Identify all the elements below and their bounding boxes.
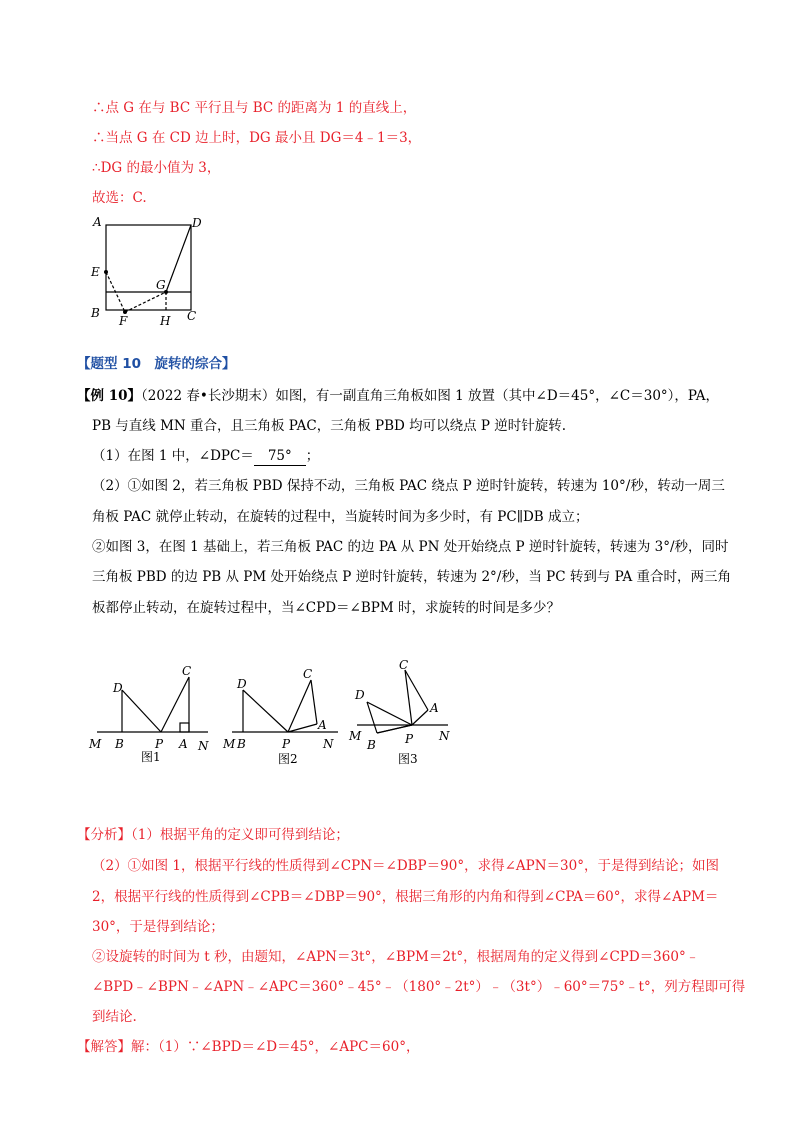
label-G: G	[156, 278, 166, 292]
question-2-line-1: （2）①如图 2，若三角板 PBD 保持不动，三角板 PAC 绕点 P 逆时针旋转，转速为 10°/秒，转动一周三	[92, 478, 725, 494]
label-E: E	[91, 265, 100, 279]
analysis-line-3: 2，根据平行线的性质得到∠CPB＝∠DBP＝90°，根据三角形的内角和得到∠CPA＝60°，求得∠APM＝	[92, 889, 719, 905]
question-1	[92, 447, 319, 466]
fig1-label-P: P	[155, 737, 164, 751]
solution-line-2: ∴当点 G 在 CD 边上时，DG 最小且 DG＝4﹣1＝3，	[92, 130, 422, 146]
fig3-label-D: D	[355, 688, 365, 702]
fig2-label-C: C	[303, 667, 313, 681]
fig3-label-M: M	[349, 729, 362, 743]
fig2-label-M: M	[223, 737, 236, 751]
question-3-line-3: 板都停止转动，在旋转过程中，当∠CPD＝∠BPM 时，求旋转的时间是多少？	[92, 600, 560, 616]
question-1-answer: 75°	[254, 447, 306, 466]
solution-line-1: ∴点 G 在与 BC 平行且与 BC 的距离为 1 的直线上，	[92, 100, 417, 116]
figure-1	[85, 660, 220, 770]
fig3-label-A: A	[430, 701, 439, 715]
label-D: D	[192, 216, 202, 230]
fig2-label-N: N	[323, 737, 334, 751]
label-F: F	[119, 314, 128, 328]
fig2-label-P: P	[282, 737, 291, 751]
solution-line-4: 故选：C.	[92, 190, 147, 206]
example-tag: 【例 10】	[77, 388, 141, 404]
fig3-label-C: C	[399, 658, 409, 672]
fig2-label-B: B	[237, 737, 246, 751]
example-intro: （2022 春•长沙期末）如图，有一副直角三角板如图 1 放置（其中∠D＝45°，∠C＝30°），PA，	[141, 388, 720, 404]
fig1-label-A: A	[179, 737, 188, 751]
example-line-1	[77, 387, 719, 405]
analysis-line-7: 到结论.	[92, 1009, 137, 1025]
fig1-label-N: N	[198, 739, 209, 753]
question-1-prefix: （1）在图 1 中，∠DPC＝	[92, 448, 254, 464]
label-H: H	[160, 314, 171, 328]
solution-line-3: ∴DG 的最小值为 3，	[92, 160, 221, 176]
section-heading: 【题型 10 旋转的综合】	[77, 356, 236, 372]
fig2-label-D: D	[237, 677, 247, 691]
analysis-line-6: ∠BPD﹣∠BPN﹣∠APN﹣∠APC＝360°﹣45°﹣（180°﹣2t°）﹣（3t°）﹣60°＝75°﹣t°，列方程即可得	[92, 979, 746, 995]
answer-line-1: 【解答】解：（1）∵∠BPD＝∠D＝45°，∠APC＝60°，	[77, 1039, 420, 1055]
label-B: B	[91, 306, 100, 320]
analysis-line-4: 30°，于是得到结论；	[92, 919, 224, 935]
figure-3	[345, 655, 460, 770]
fig1-caption: 图1	[141, 750, 161, 764]
analysis-line-2: （2）①如图 1，根据平行线的性质得到∠CPN＝∠DBP＝90°，求得∠APN＝30°，于是得到结论；如图	[92, 858, 719, 874]
fig1-label-D: D	[113, 681, 123, 695]
fig3-caption: 图3	[398, 752, 418, 766]
fig3-label-B: B	[367, 738, 376, 752]
square-figure	[88, 212, 208, 330]
fig1-label-M: M	[89, 737, 102, 751]
fig2-label-A: A	[318, 718, 327, 732]
figure-2	[220, 660, 345, 770]
question-3-line-2: 三角板 PBD 的边 PB 从 PM 处开始绕点 P 逆时针旋转，转速为 2°/秒，当 PC 转到与 PA 重合时，两三角	[92, 569, 732, 585]
fig2-caption: 图2	[278, 752, 298, 766]
question-2-line-2: 角板 PAC 就停止转动，在旋转的过程中，当旋转时间为多少时，有 PC∥DB 成立；	[92, 509, 589, 525]
fig3-label-P: P	[405, 732, 414, 746]
example-line-2: PB 与直线 MN 重合，且三角板 PAC，三角板 PBD 均可以绕点 P 逆时针旋转.	[92, 418, 567, 434]
fig3-label-N: N	[439, 729, 450, 743]
question-3-line-1: ②如图 3，在图 1 基础上，若三角板 PAC 的边 PA 从 PN 处开始绕点 P 逆时针旋转，转速为 3°/秒，同时	[92, 539, 729, 555]
analysis-line-1: 【分析】（1）根据平角的定义即可得到结论；	[77, 827, 349, 843]
label-A: A	[93, 215, 102, 229]
label-C: C	[187, 309, 197, 323]
fig1-label-C: C	[182, 664, 192, 678]
analysis-line-5: ②设旋转的时间为 t 秒，由题知，∠APN＝3t°，∠BPM＝2t°，根据周角的定义得到∠CPD＝360°﹣	[92, 949, 700, 965]
question-1-suffix: ；	[305, 448, 320, 464]
fig1-label-B: B	[115, 737, 124, 751]
